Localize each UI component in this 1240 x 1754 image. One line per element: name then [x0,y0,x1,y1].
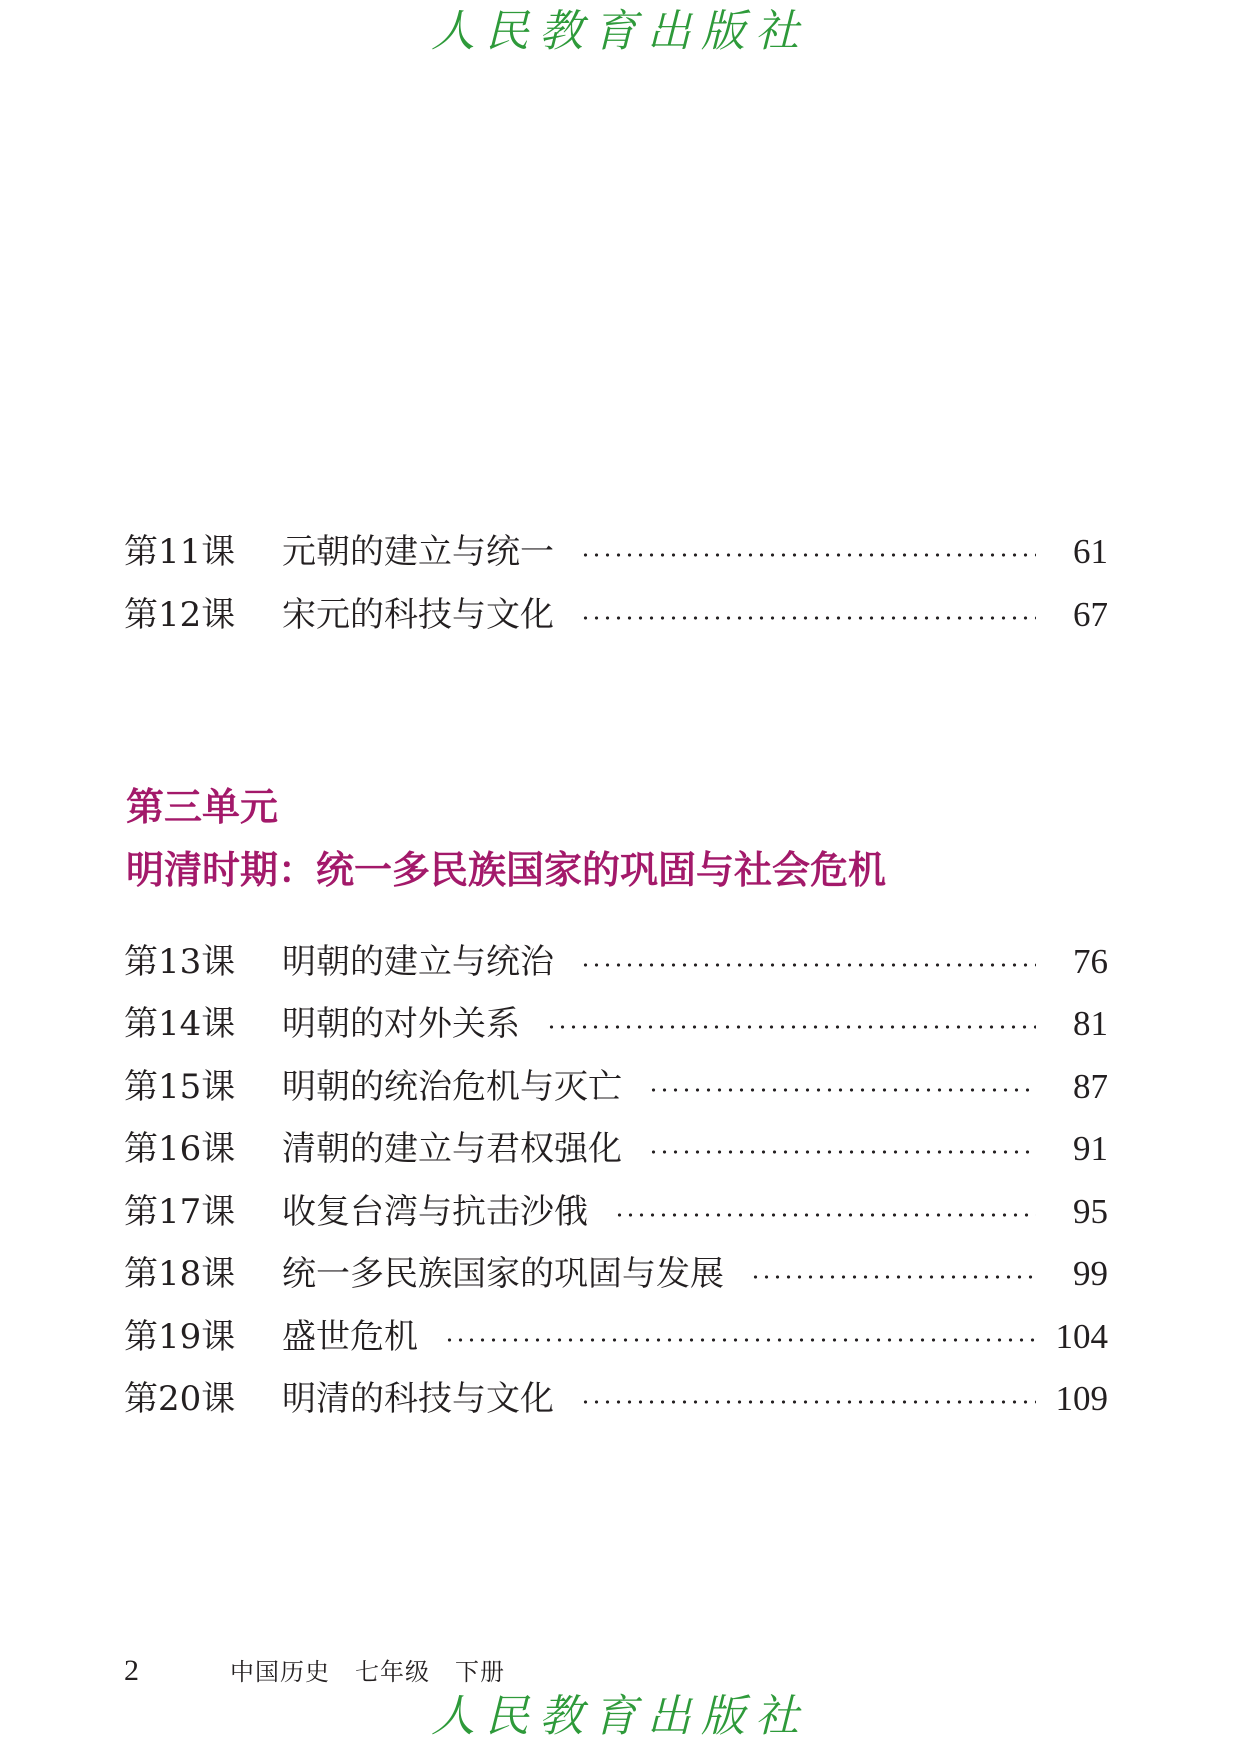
page-number: 91 [1073,1129,1108,1168]
lesson-title: 盛世危机 [282,1317,418,1357]
lesson-number: 第11课 [124,532,236,572]
lesson-number: 第20课 [124,1379,236,1419]
lesson-title: 明清的科技与文化 [282,1379,554,1419]
page-number: 87 [1073,1067,1108,1106]
page-number: 67 [1073,595,1108,634]
lesson-number: 第12课 [124,595,236,635]
dot-leader [580,1400,1036,1404]
lesson-title: 明朝的建立与统治 [282,942,554,982]
lesson-number: 第15课 [124,1067,236,1107]
toc-row-lesson-20[interactable] [124,1374,1108,1424]
toc-row-lesson-15[interactable] [124,1062,1108,1112]
dot-leader [614,1213,1036,1217]
toc-row-lesson-17[interactable] [124,1187,1108,1237]
toc-row-lesson-16[interactable] [124,1124,1108,1174]
unit-title: 明清时期：统一多民族国家的巩固与社会危机 [126,848,887,892]
page-number: 109 [1055,1379,1108,1418]
dot-leader [750,1275,1036,1279]
page-number: 104 [1055,1317,1108,1356]
toc-row-lesson-13[interactable] [124,937,1108,987]
page-number: 81 [1073,1004,1108,1043]
lesson-number: 第13课 [124,942,236,982]
dot-leader [444,1338,1036,1342]
toc-row-lesson-14[interactable] [124,999,1108,1049]
page-number: 99 [1073,1254,1108,1293]
page-number: 76 [1073,942,1108,981]
lesson-number: 第19课 [124,1317,236,1357]
lesson-number: 第17课 [124,1192,236,1232]
page-number: 95 [1073,1192,1108,1231]
toc-row-lesson-19[interactable] [124,1312,1108,1362]
dot-leader [580,963,1036,967]
dot-leader [546,1025,1036,1029]
dot-leader [580,616,1036,620]
toc-row-lesson-11[interactable] [124,527,1108,577]
dot-leader [580,553,1036,557]
lesson-number: 第16课 [124,1129,236,1169]
page-number: 61 [1073,532,1108,571]
lesson-title: 元朝的建立与统一 [282,532,554,572]
lesson-title: 统一多民族国家的巩固与发展 [282,1254,724,1294]
toc-row-lesson-12[interactable] [124,590,1108,640]
lesson-title: 清朝的建立与君权强化 [282,1129,622,1169]
lesson-title: 收复台湾与抗击沙俄 [282,1192,588,1232]
publisher-logo-top: 人民教育出版社 [431,6,809,57]
toc-row-lesson-18[interactable] [124,1249,1108,1299]
lesson-title: 明朝的统治危机与灭亡 [282,1067,622,1107]
dot-leader [648,1088,1036,1092]
unit-label: 第三单元 [126,785,279,829]
dot-leader [648,1150,1036,1154]
lesson-title: 明朝的对外关系 [282,1004,520,1044]
footer-book-title: 中国历史 七年级 下册 [230,1658,505,1686]
lesson-number: 第14课 [124,1004,236,1044]
footer-page-number: 2 [124,1654,139,1687]
lesson-title: 宋元的科技与文化 [282,595,554,635]
publisher-logo-bottom: 人民教育出版社 [431,1691,809,1742]
lesson-number: 第18课 [124,1254,236,1294]
